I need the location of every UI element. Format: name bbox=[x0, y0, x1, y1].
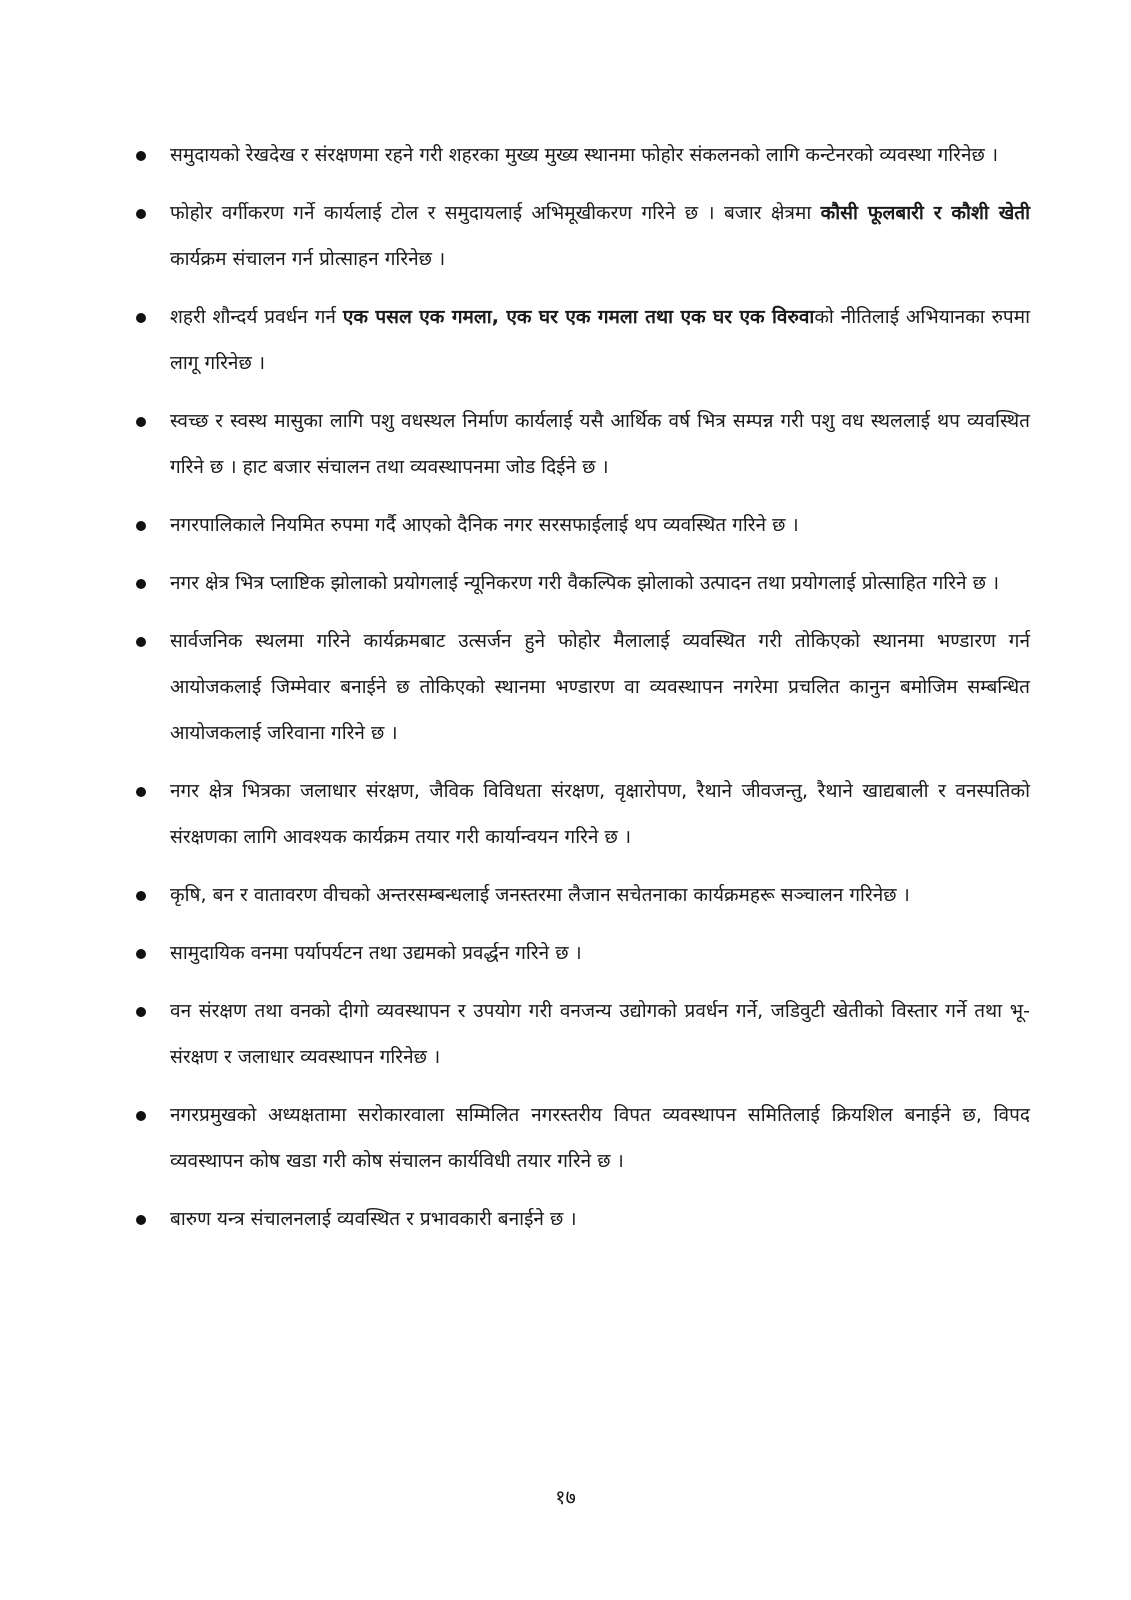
item-bold-text: कौसी फूलबारी र कौशी खेती bbox=[820, 202, 1030, 224]
list-item bbox=[134, 1196, 1030, 1242]
bullet-icon bbox=[136, 521, 146, 531]
list-item bbox=[134, 190, 1030, 282]
list-item bbox=[134, 1092, 1030, 1184]
item-text: स्वच्छ र स्वस्थ मासुका लागि पशु वधस्थल निर्माण कार्यलाई यसै आर्थिक वर्ष भित्र सम्पन्न गरी पशु वध स्थललाई थप व्यवस्थित गरिने छ । हाट बजार संचालन तथा व्यवस्थापनमा जोड दिईने छ । bbox=[170, 410, 1030, 478]
item-text: समुदायको रेखदेख र संरक्षणमा रहने गरी शहरका मुख्य मुख्य स्थानमा फोहोर संकलनको लागि कन्टेनरको व्यवस्था गरिनेछ । bbox=[170, 144, 999, 166]
bullet-icon bbox=[136, 891, 146, 901]
item-text: को नीतिलाई अभियानका रुपमा लागू गरिनेछ । bbox=[170, 306, 1031, 374]
bullet-icon bbox=[136, 209, 146, 219]
list-item bbox=[134, 872, 1030, 918]
item-text: सार्वजनिक स्थलमा गरिने कार्यक्रमबाट उत्सर्जन हुने फोहोर मैलालाई व्यवस्थित गरी तोकिएको स्थानमा भण्डारण गर्न आयोजकलाई जिम्मेवार बनाईने छ तोकिएको स्थानमा भण्डारण वा व्यवस्थापन नगरेमा प्रचलित कानुन बमोजिम सम्बन्धित आयोजकलाई जरिवाना गरिने छ । bbox=[170, 630, 1030, 744]
bullet-icon bbox=[136, 417, 146, 427]
bullet-icon bbox=[136, 1215, 146, 1225]
list-item bbox=[134, 398, 1030, 490]
list-item bbox=[134, 618, 1030, 756]
item-text: कृषि, बन र वातावरण वीचको अन्तरसम्बन्धलाई जनस्तरमा लैजान सचेतनाका कार्यक्रमहरू सञ्चालन गरिनेछ । bbox=[170, 884, 910, 906]
item-text: नगर क्षेत्र भित्र प्लाष्टिक झोलाको प्रयोगलाई न्यूनिकरण गरी वैकल्पिक झोलाको उत्पादन तथा प्रयोगलाई प्रोत्साहित गरिने छ । bbox=[170, 572, 1000, 594]
list-item bbox=[134, 988, 1030, 1080]
item-text: नगर क्षेत्र भित्रका जलाधार संरक्षण, जैविक विविधता संरक्षण, वृक्षारोपण, रैथाने जीवजन्तु, रैथाने खाद्यबाली र वनस्पतिको संरक्षणका लागि आवश्यक कार्यक्रम तयार गरी कार्यान्वयन गरिने छ । bbox=[170, 780, 1030, 848]
bullet-icon bbox=[136, 579, 146, 589]
bullet-icon bbox=[136, 949, 146, 959]
item-bold-text: एक पसल एक गमला, एक घर एक गमला तथा एक घर एक विरुवा bbox=[342, 306, 815, 328]
bullet-icon bbox=[136, 1007, 146, 1017]
item-text: बारुण यन्त्र संचालनलाई व्यवस्थित र प्रभावकारी बनाईने छ । bbox=[170, 1208, 577, 1230]
item-text: नगरप्रमुखको अध्यक्षतामा सरोकारवाला सम्मिलित नगरस्तरीय विपत व्यवस्थापन समितिलाई क्रियशिल बनाईने छ, विपद व्यवस्थापन कोष खडा गरी कोष संचालन कार्यविधी तयार गरिने छ । bbox=[170, 1104, 1030, 1172]
item-text: सामुदायिक वनमा पर्यापर्यटन तथा उद्यमको प्रवर्द्धन गरिने छ । bbox=[170, 942, 582, 964]
item-text: शहरी शौन्दर्य प्रवर्धन गर्न bbox=[170, 306, 343, 328]
page-number: १७ bbox=[555, 1485, 576, 1509]
list-item bbox=[134, 132, 1030, 178]
list-item bbox=[134, 930, 1030, 976]
bullet-icon bbox=[136, 313, 146, 323]
item-text: वन संरक्षण तथा वनको दीगो व्यवस्थापन र उपयोग गरी वनजन्य उद्योगको प्रवर्धन गर्ने, जडिवुटी खेतीको विस्तार गर्ने तथा भू-संरक्षण र जलाधार व्यवस्थापन गरिनेछ । bbox=[170, 1000, 1030, 1068]
policy-bullet-list bbox=[134, 132, 1030, 1254]
item-text: फोहोर वर्गीकरण गर्ने कार्यलाई टोल र समुदायलाई अभिमूखीकरण गरिने छ । बजार क्षेत्रमा bbox=[170, 202, 821, 224]
list-item bbox=[134, 502, 1030, 548]
item-text: नगरपालिकाले नियमित रुपमा गर्दै आएको दैनिक नगर सरसफाईलाई थप व्यवस्थित गरिने छ । bbox=[170, 514, 799, 536]
list-item bbox=[134, 768, 1030, 860]
item-text: कार्यक्रम संचालन गर्न प्रोत्साहन गरिनेछ । bbox=[170, 248, 446, 270]
bullet-icon bbox=[136, 637, 146, 647]
bullet-icon bbox=[136, 1111, 146, 1121]
bullet-icon bbox=[136, 787, 146, 797]
list-item bbox=[134, 294, 1030, 386]
list-item bbox=[134, 560, 1030, 606]
bullet-icon bbox=[136, 151, 146, 161]
